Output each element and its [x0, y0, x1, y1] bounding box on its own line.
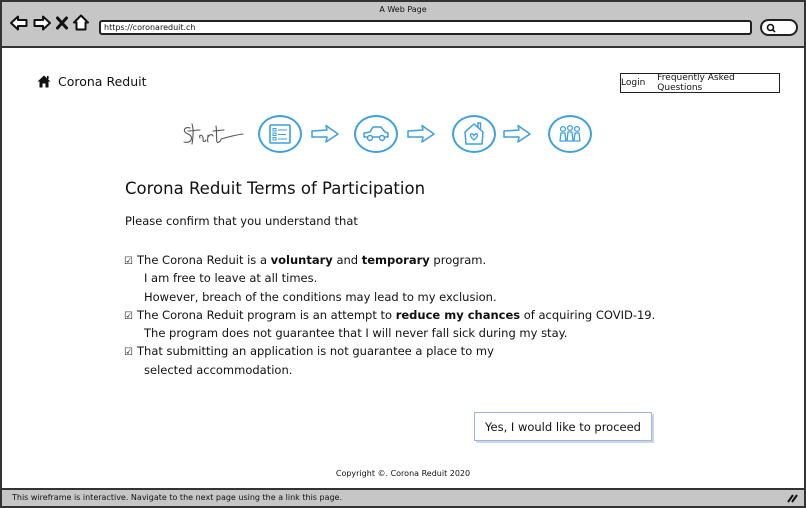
step-stay [452, 115, 496, 153]
term-text: That submitting an application is not guarantee a place to my [137, 344, 494, 359]
proceed-button[interactable]: Yes, I would like to proceed [474, 412, 652, 441]
close-x-icon[interactable] [56, 16, 68, 30]
arrow-right-icon [502, 124, 532, 144]
step-apply [258, 115, 302, 153]
checkbox-checked-icon[interactable]: ☑ [124, 347, 133, 359]
window-title: A Web Page [379, 5, 427, 14]
term-text: of acquiring COVID-19. [520, 307, 656, 322]
term-text: program. [429, 253, 487, 267]
term-line-continuation [124, 269, 655, 287]
house-heart-icon [462, 121, 486, 147]
term-line-continuation [124, 288, 655, 306]
step-travel [354, 115, 398, 153]
term-text: However, breach of the conditions may lead to my exclusion. [144, 289, 497, 304]
page-title: Corona Reduit Terms of Participation [125, 179, 426, 198]
term-emphasis: reduce my chances [395, 307, 521, 322]
term-line-first [124, 342, 655, 360]
term-text: selected accommodation. [144, 362, 293, 377]
term-text: The Corona Reduit program is an attempt to [137, 307, 396, 322]
term-text: and [332, 253, 362, 267]
copyright: Copyright ©. Corona Reduit 2020 [335, 469, 471, 478]
forward-arrow-icon[interactable] [33, 15, 51, 31]
top-nav [620, 73, 780, 93]
term-emphasis: temporary [361, 253, 430, 267]
checkbox-checked-icon[interactable]: ☑ [124, 310, 133, 322]
brand[interactable] [37, 74, 147, 89]
browser-titlebar [2, 2, 804, 48]
arrow-right-icon [406, 124, 436, 144]
term-text: The Corona Reduit is a [137, 253, 271, 267]
brand-name: Corona Reduit [58, 74, 147, 89]
term-item [124, 306, 655, 343]
checklist-icon [268, 123, 292, 145]
term-text: The program does not guarantee that I will never fall sick during my stay. [144, 326, 568, 341]
terms-list [124, 251, 655, 379]
faq-link[interactable]: Frequently Asked Questions [657, 73, 735, 93]
progress-steps [180, 112, 600, 156]
intro-text: Please confirm that you understand that [125, 214, 358, 228]
term-text: I am free to leave at all times. [144, 271, 318, 286]
status-bar [2, 488, 804, 506]
people-icon [557, 124, 583, 144]
search-icon [766, 23, 776, 33]
arrow-right-icon [310, 124, 340, 144]
term-line-continuation [124, 361, 655, 379]
start-label [180, 120, 246, 150]
term-line-first [124, 251, 655, 269]
checkbox-checked-icon[interactable]: ☑ [124, 256, 133, 267]
back-arrow-icon[interactable] [10, 15, 28, 31]
status-text: This wireframe is interactive. Navigate to the next page using the a link this page. [12, 493, 343, 502]
home-outline-icon[interactable] [73, 14, 89, 31]
term-line-first [124, 306, 655, 324]
browser-search-button[interactable] [760, 19, 798, 36]
step-community [548, 115, 592, 153]
login-link[interactable]: Login [621, 78, 646, 88]
browser-nav [10, 14, 89, 31]
url-input[interactable]: https://coronareduit.ch [99, 20, 752, 35]
car-icon [362, 125, 390, 143]
resize-grip-icon[interactable] [786, 493, 798, 503]
term-item [124, 342, 655, 379]
term-item [124, 251, 655, 306]
page-content [2, 48, 804, 488]
term-line-continuation [124, 324, 655, 342]
home-icon [37, 75, 51, 88]
term-emphasis: voluntary [270, 253, 333, 267]
